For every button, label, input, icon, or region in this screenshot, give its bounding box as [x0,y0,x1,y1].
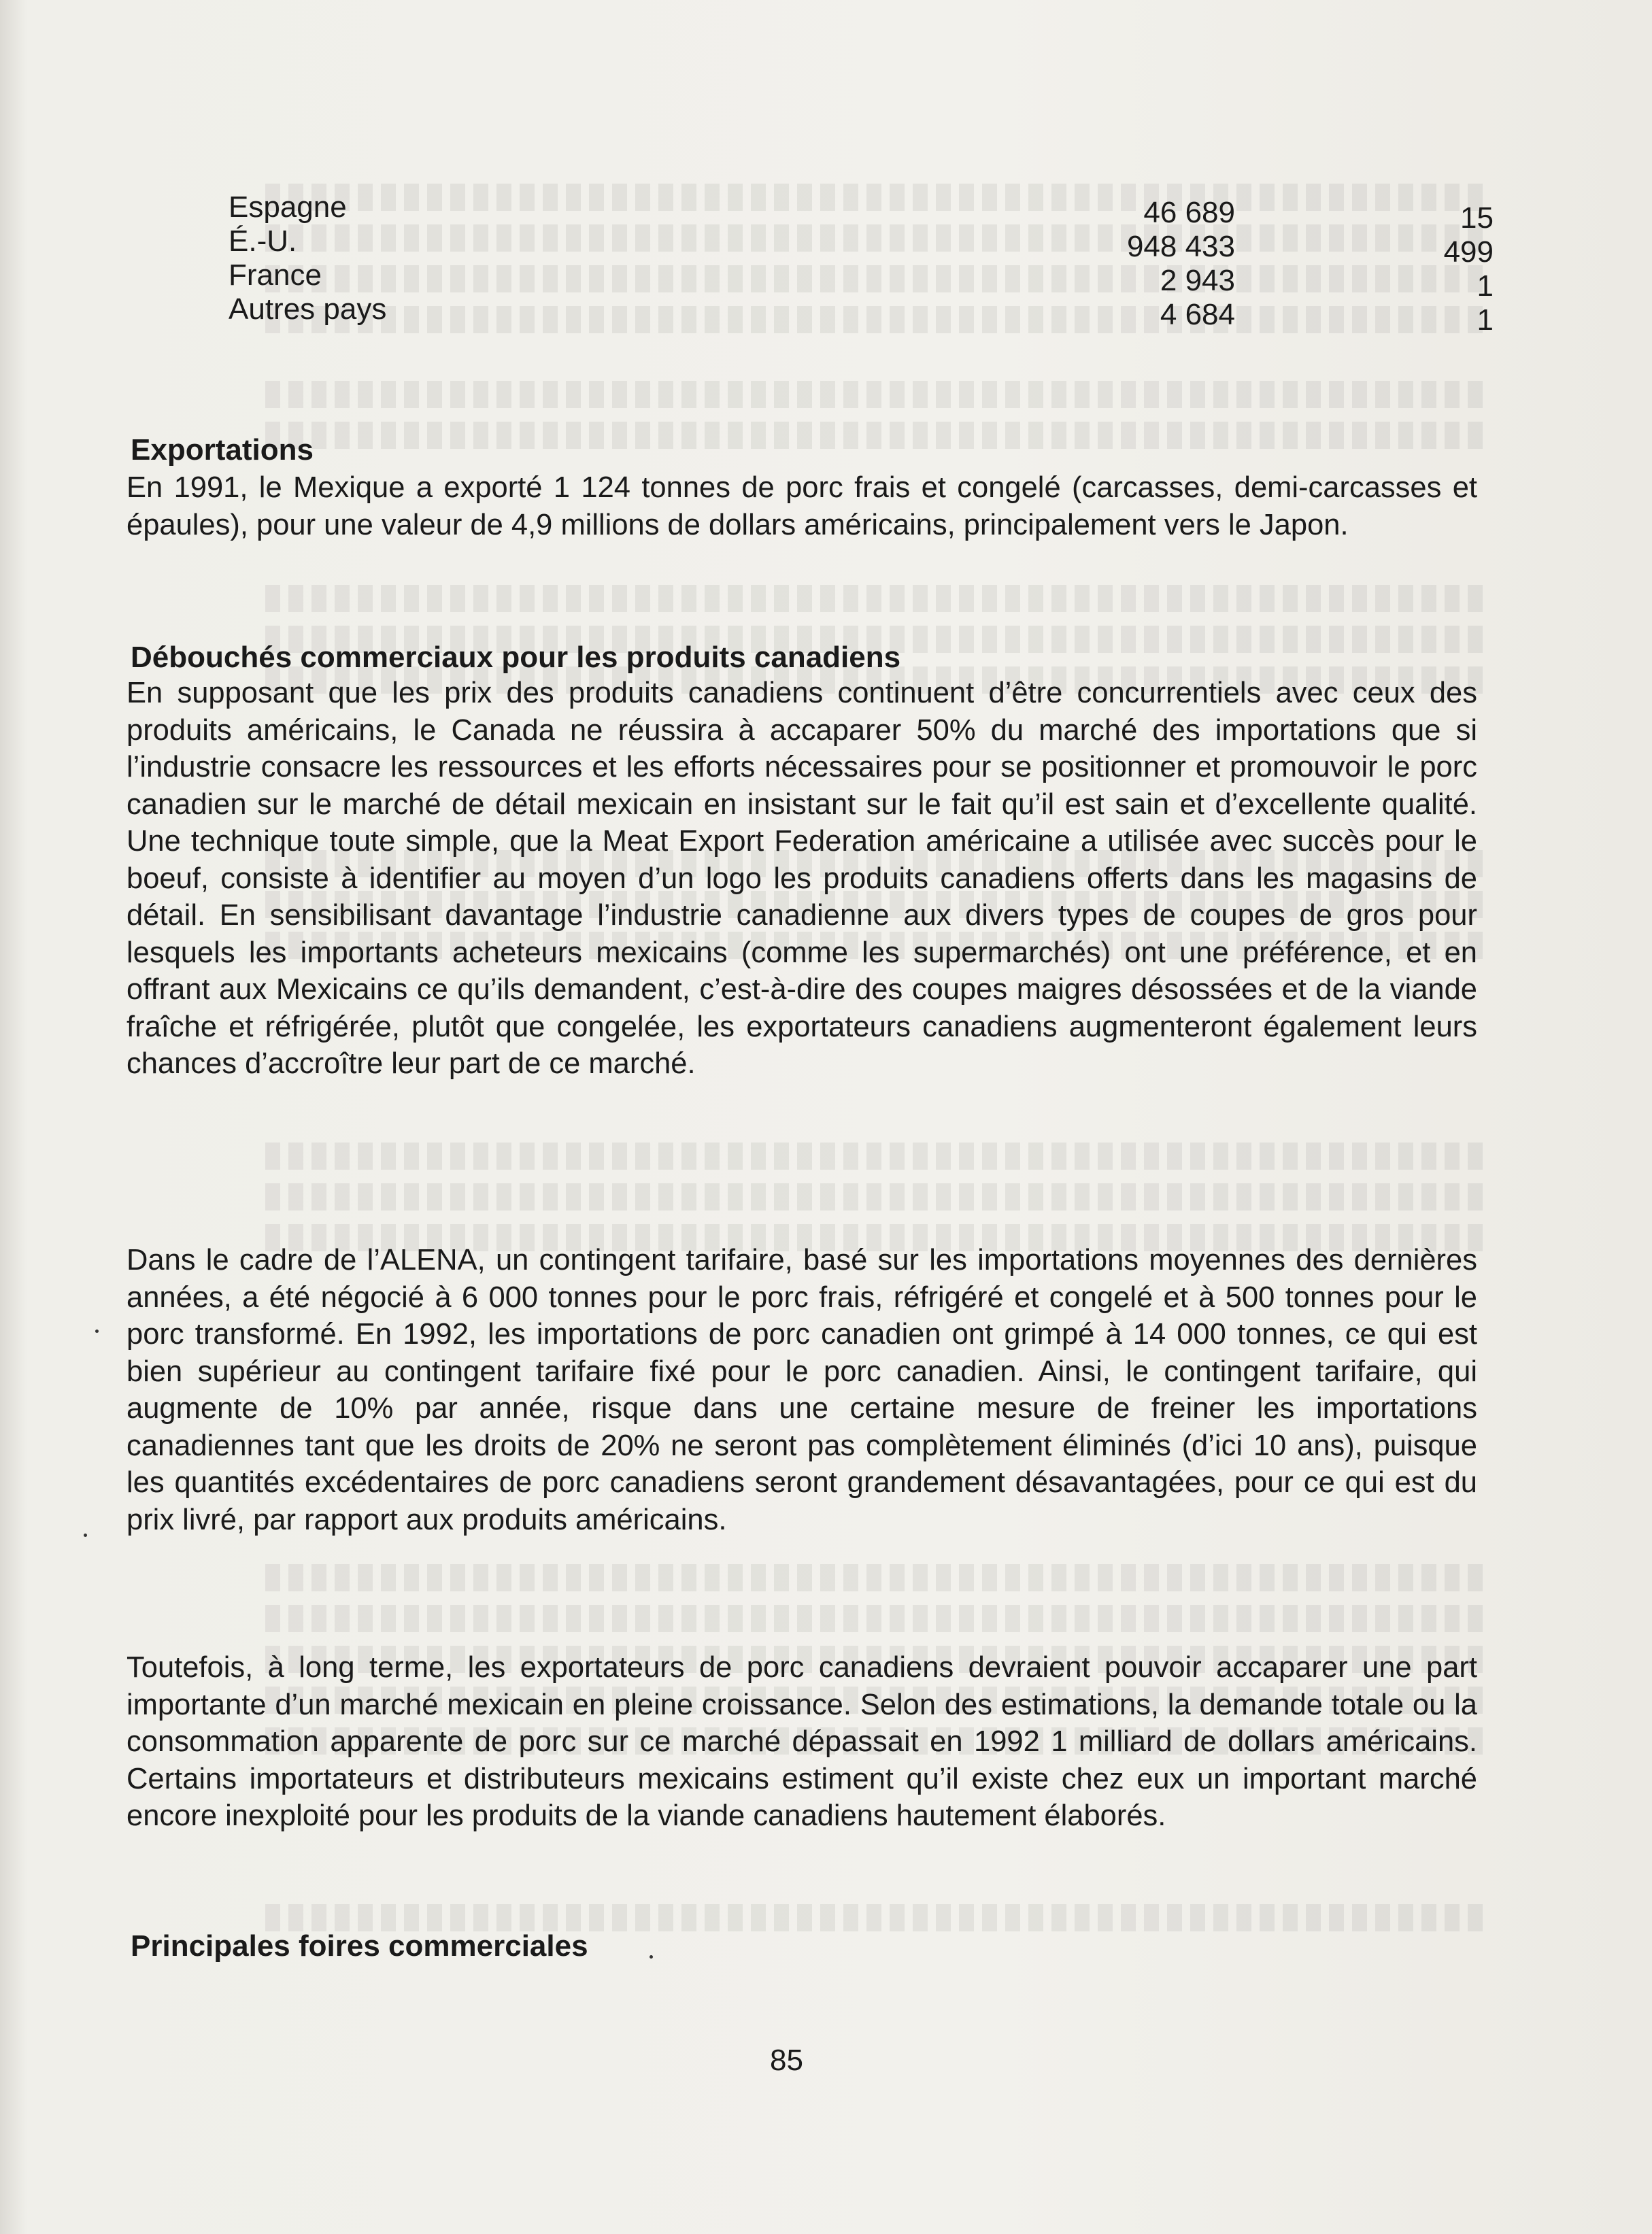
tonnage-value: 4 684 [1160,298,1235,331]
table-row [229,292,1494,337]
tonnage-value: 2 943 [1160,264,1235,297]
exportations-heading: Exportations [131,433,314,467]
tonnage-value: 948 433 [1126,230,1235,263]
debouches-paragraph-2: Dans le cadre de l’ALENA, un contingent tarifaire, basé sur les importations moyennes des dernières années, a été négocié à 6 000 tonnes pour le porc frais, réfrigéré et congelé et à 500 tonnes pour le porc transformé. En 1992, les importations de porc canadien ont grimpé à 14 000 tonnes, ce qui est bien supérieur au contingent tarifaire fixé pour le porc canadien. Ainsi, le contingent tarifaire, qui augmente de 10% par année, risque dans une certaine mesure de freiner les importations canadiennes tant que les droits de 20% ne seront pas complètement éliminés (d’ici 10 ans), puisque les quantités excédentaires de porc canadiens seront grandement désavantagées, pour ce qui est du prix livré, par rapport aux produits américains. [127,1244,1477,1536]
share-value: 499 [1443,235,1494,269]
share-value: 15 [1460,201,1494,235]
share-value: 1 [1477,303,1494,337]
table-row [229,258,1494,303]
ink-speck [650,1955,653,1959]
debouches-paragraph-1: En supposant que les prix des produits canadiens continuent d’être concurrentiels avec ceux des produits américains, le Canada ne réussira à accaparer 50% du marché des importations que si l’industrie consacre les ressources et les efforts nécessaires pour se positionner et promouvoir le porc canadien sur le marché de détail mexicain en insistant sur le fait qu’il est sain et d’excellente qualité. Une technique toute simple, que la Meat Export Federation américaine a utilisée avec succès pour le boeuf, consiste à identifier au moyen d’un logo les produits canadiens offerts dans les magasins de détail. En sensibilisant davantage l’industrie canadienne aux divers types de coupes de gros pour lesquels les importants acheteurs mexicains (comme les supermarchés) ont une préférence, et en offrant aux Mexicains ce qu’ils demandent, c’est-à-dire des coupes maigres désossées et de la viande fraîche et réfrigérée, plutôt que congelée, les exportateurs canadiens augmenteront également leurs chances d’accroître leur part de ce marché. [127,677,1477,1080]
ink-speck [95,1330,99,1333]
country-import-table [229,190,1494,337]
country-name: É.-U. [229,224,297,258]
page-number: 85 [770,2044,803,2077]
debouches-paragraph-3: Toutefois, à long terme, les exportateurs de porc canadiens devraient pouvoir accaparer une part importante d’un marché mexicain en pleine croissance. Selon des estimations, la demande totale ou la consommation apparente de porc sur ce marché dépassait en 1992 1 milliard de dollars américains. Certains importateurs et distributeurs mexicains estiment qu’il existe chez eux un important marché encore inexploité pour les produits de la viande canadiens hautement élaborés. [127,1651,1477,1832]
tonnage-value: 46 689 [1143,196,1235,229]
country-name: Autres pays [229,292,387,326]
debouches-heading: Débouchés commerciaux pour les produits canadiens [131,641,901,674]
table-row [229,224,1494,269]
table-row [229,190,1494,235]
foires-heading: Principales foires commerciales [131,1929,588,1963]
share-value: 1 [1477,269,1494,303]
ink-speck [84,1534,87,1537]
country-name: France [229,258,322,292]
country-name: Espagne [229,190,347,224]
exportations-paragraph: En 1991, le Mexique a exporté 1 124 tonnes de porc frais et congelé (carcasses, demi-carcasses et épaules), pour une valeur de 4,9 millions de dollars américains, principalement vers le Japon. [127,471,1477,541]
